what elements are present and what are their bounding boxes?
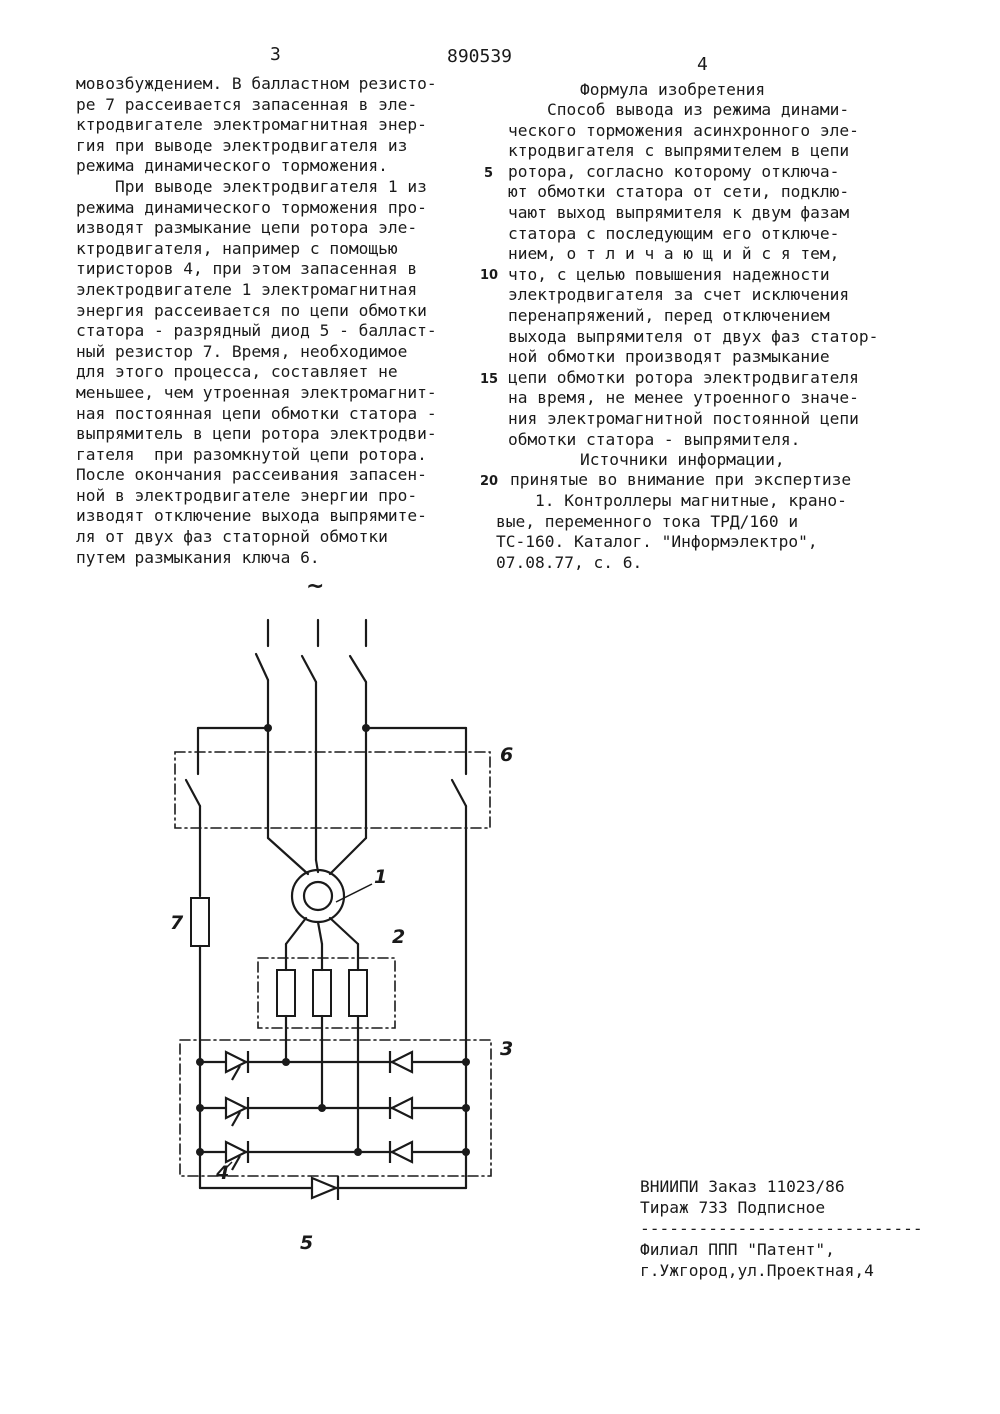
left-column-line: После окончания рассеивания запасен-	[76, 465, 427, 485]
left-column-line: статора - разрядный диод 5 - балласт-	[76, 321, 437, 341]
imprint-line-4: г.Ужгород,ул.Проектная,4	[640, 1261, 874, 1280]
patent-number: 890539	[447, 46, 513, 67]
sources-title: Источники информации,	[580, 450, 785, 469]
page-number-left: 3	[270, 44, 281, 65]
label-rotor-resistors: 2	[392, 926, 406, 948]
claim-line: перенапряжений, перед отключением	[508, 305, 830, 325]
left-column-line: ля от двух фаз статорной обмотки	[76, 527, 388, 547]
claim-line: нием, о т л и ч а ю щ и й с я тем,	[508, 244, 840, 264]
left-column-line: режима динамического торможения.	[76, 156, 388, 176]
claim-line: цепи обмотки ротора электродвигателя	[508, 367, 859, 387]
claim-line: ной обмотки производят размыкание	[508, 347, 830, 367]
contact-3	[350, 656, 366, 682]
label-motor: 1	[374, 866, 388, 888]
claim-line: ктродвигателя с выпрямителем в цепи	[508, 141, 850, 161]
left-column-line: ный резистор 7. Время, необходимое	[76, 341, 408, 361]
contact-1	[256, 654, 268, 680]
label-resistor: 7	[170, 912, 184, 934]
diode-right-3	[392, 1142, 412, 1162]
source-line: ТС-160. Каталог. "Информэлектро",	[496, 532, 818, 552]
claim-line: ют обмотки статора от сети, подклю-	[508, 182, 850, 202]
claim-line: статора с последующим его отключе-	[508, 223, 840, 243]
left-column-line: гателя при разомкнутой цепи ротора.	[76, 444, 427, 464]
imprint-line-2: Тираж 733 Подписное	[640, 1198, 826, 1217]
claim-line: ческого торможения асинхронного эле-	[508, 120, 859, 140]
left-column-line: электродвигателе 1 электромагнитная	[76, 279, 418, 299]
thyristor-2	[226, 1098, 246, 1118]
imprint-separator: -----------------------------	[640, 1219, 923, 1238]
source-line: вые, переменного тока ТРД/160 и	[496, 511, 799, 531]
thyristor-3	[226, 1142, 246, 1162]
sources-subtitle: принятые во внимание при экспертизе	[510, 470, 852, 489]
diode-right-1	[392, 1052, 412, 1072]
left-column-line: ре 7 рассеивается запасенная в эле-	[76, 94, 418, 114]
left-column-line: При выводе электродвигателя 1 из	[76, 176, 427, 196]
imprint-line-3: Филиал ППП "Патент",	[640, 1240, 835, 1259]
page-number-right: 4	[697, 54, 708, 75]
claim-line: Способ вывода из режима динами-	[508, 100, 850, 119]
left-column-line: изводят отключение выхода выпрямите-	[76, 506, 427, 526]
thyristor-1	[226, 1052, 246, 1072]
claim-line: на время, не менее утроенного значе-	[508, 388, 859, 408]
left-column-line: путем размыкания ключа 6.	[76, 547, 320, 567]
left-column-line: энергия рассеивается по цепи обмотки	[76, 300, 427, 320]
label-rectifier: 3	[500, 1038, 514, 1060]
diode-5	[312, 1178, 336, 1198]
claim-line: что, с целью повышения надежности	[508, 264, 830, 284]
label-diode: 5	[300, 1232, 314, 1254]
left-column-line: режима динамического торможения про-	[76, 197, 427, 217]
left-column-line: ная постоянная цепи обмотки статора -	[76, 403, 437, 423]
claim-line: выхода выпрямителя от двух фаз статор-	[508, 326, 879, 346]
left-column-line: ктродвигателе электромагнитная энер-	[76, 115, 427, 135]
source-line: 07.08.77, с. 6.	[496, 552, 643, 572]
imprint	[640, 1176, 923, 1281]
line-number-15: 15	[480, 372, 499, 387]
claim-line: электродвигателя за счет исключения	[508, 285, 850, 305]
left-column-line: ктродвигателя, например с помощью	[76, 238, 398, 258]
imprint-line-1: ВНИИПИ Заказ 11023/86	[640, 1177, 845, 1196]
diode-right-2	[392, 1098, 412, 1118]
line-number-10: 10	[480, 268, 499, 283]
claim-line: обмотки статора - выпрямителя.	[508, 429, 801, 449]
label-thyristors: 4	[216, 1162, 230, 1184]
left-column-line: изводят размыкание цепи ротора эле-	[76, 218, 418, 238]
left-column-line: выпрямитель в цепи ротора электродви-	[76, 424, 437, 444]
line-number-20: 20	[480, 474, 499, 489]
label-switch: 6	[500, 744, 514, 766]
line-number-5: 5	[484, 166, 494, 181]
left-column-line: тиристоров 4, при этом запасенная в	[76, 259, 418, 279]
ac-symbol: ~	[306, 574, 325, 599]
claim-line: чают выход выпрямителя к двум фазам	[508, 202, 850, 222]
left-column-line: ной в электродвигателе энергии про-	[76, 485, 418, 505]
left-column-line: гия при выводе электродвигателя из	[76, 135, 408, 155]
claims-title: Формула изобретения	[580, 80, 766, 99]
left-column-line: мовозбуждением. В балластном резисто-	[76, 74, 437, 93]
claim-line: ния электромагнитной постоянной цепи	[508, 408, 859, 428]
left-column-line: для этого процесса, составляет не	[76, 362, 398, 382]
left-column-line: меньшее, чем утроенная электромагнит-	[76, 382, 437, 402]
claim-line: ротора, согласно которому отключа-	[508, 161, 840, 181]
contact-2	[302, 656, 316, 682]
source-line: 1. Контроллеры магнитные, крано-	[496, 491, 847, 510]
